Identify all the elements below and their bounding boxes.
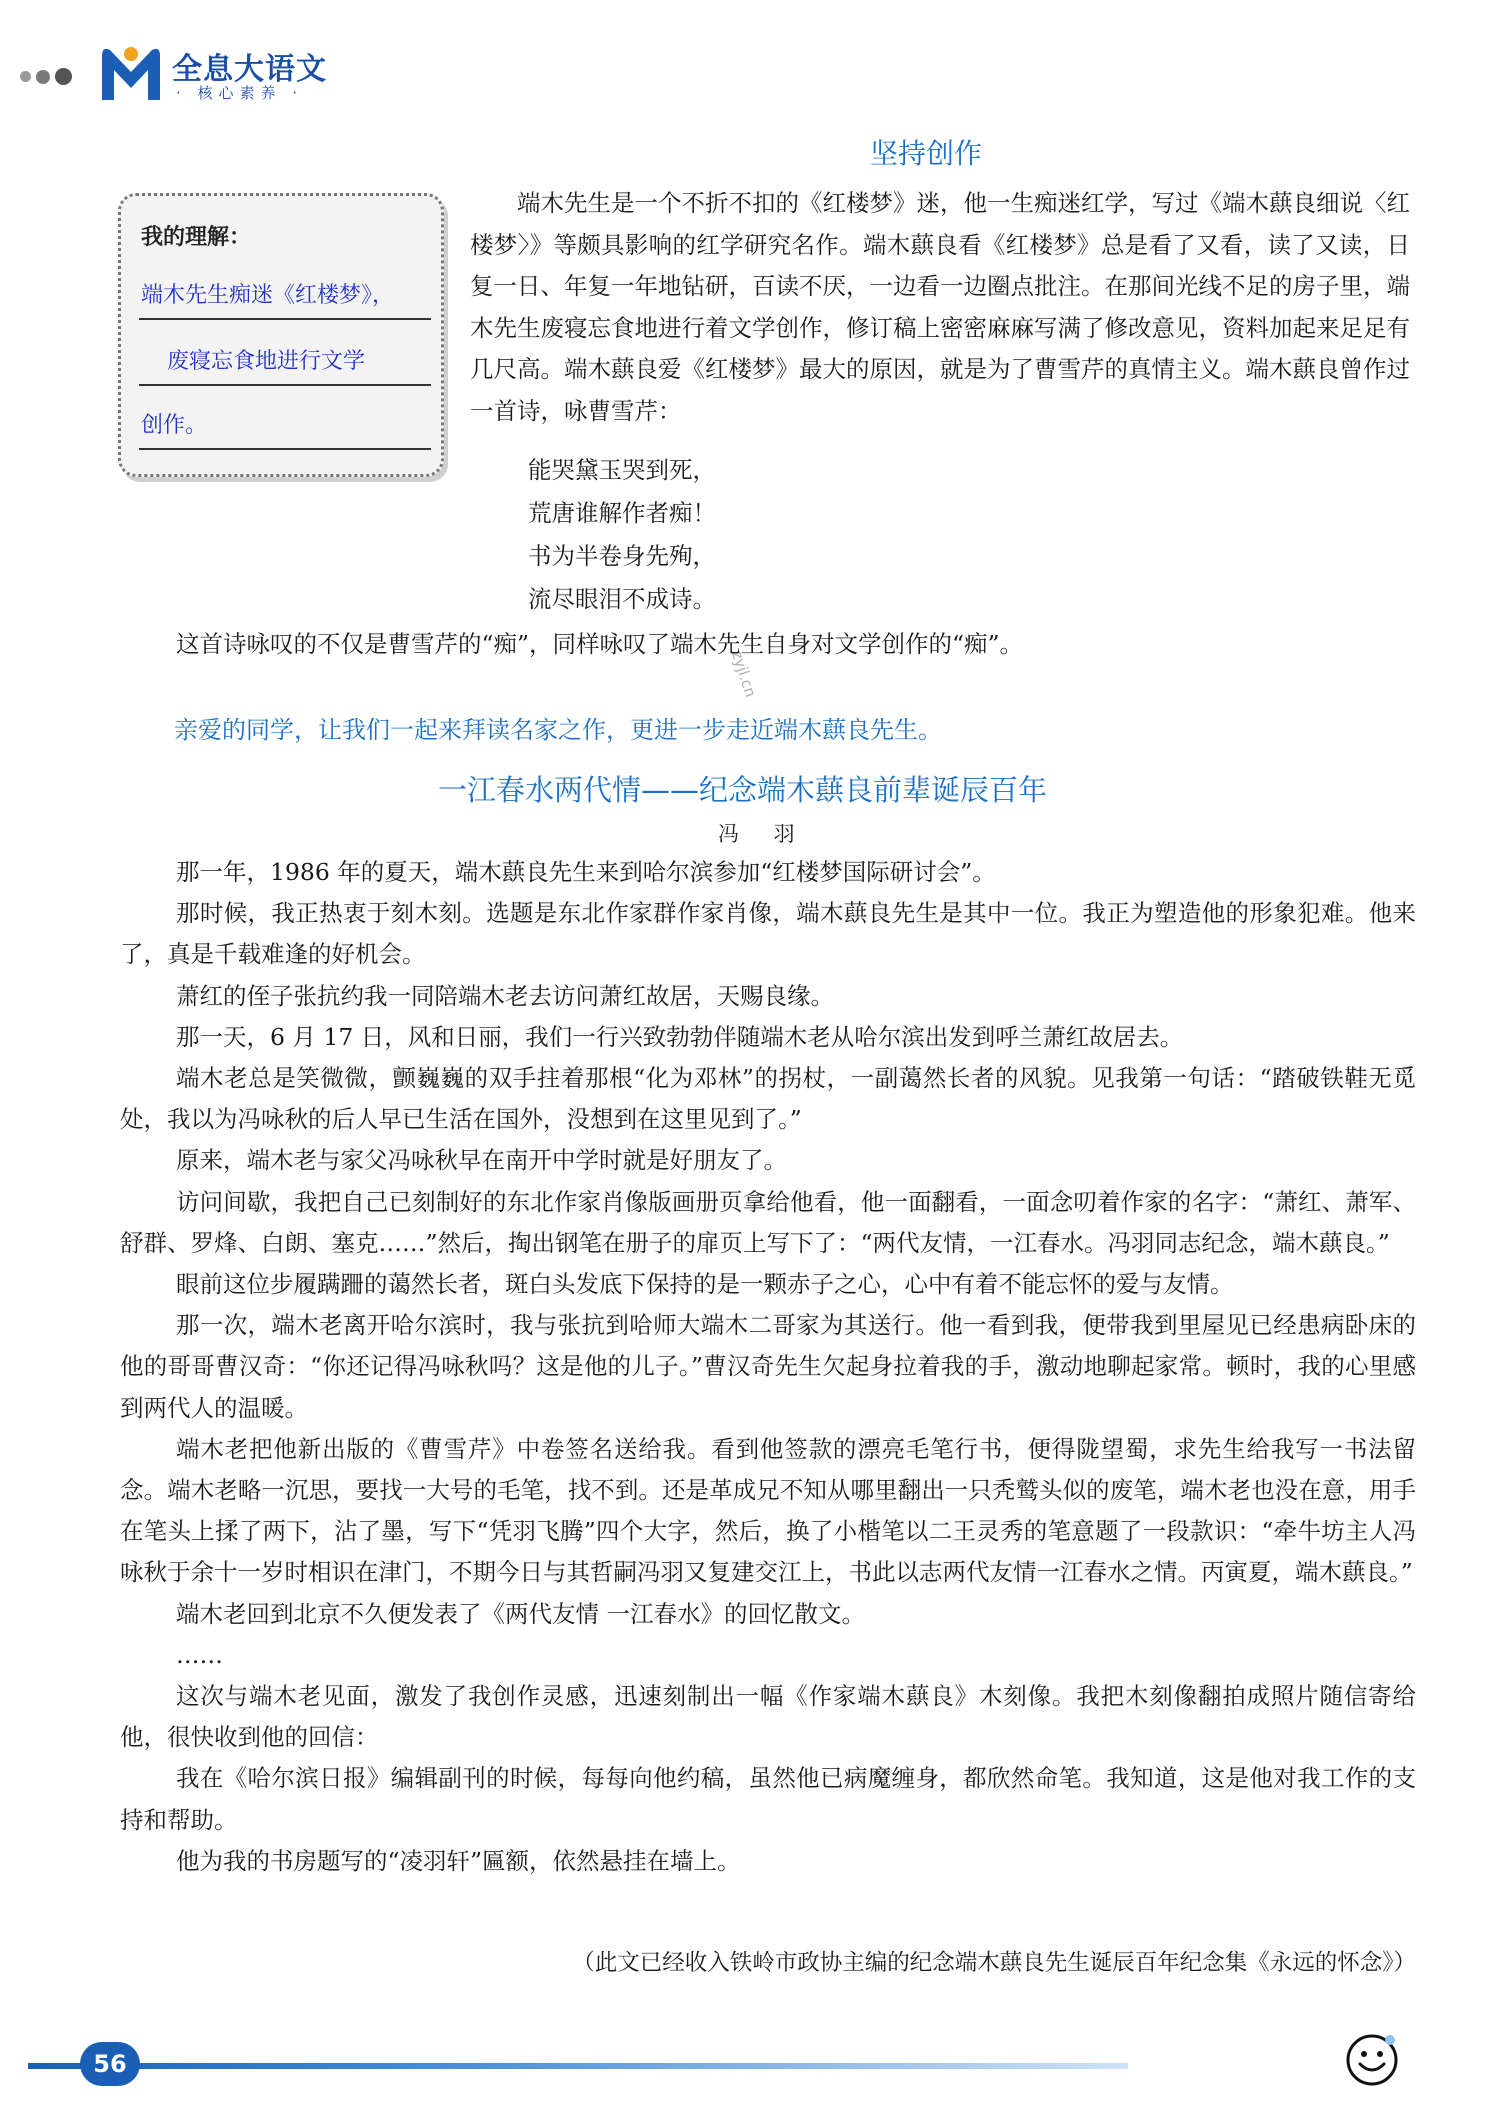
article-paragraph: …… xyxy=(176,1640,223,1669)
note-line: 创作。 xyxy=(139,408,431,450)
article-paragraph: 眼前这位步履蹒跚的蔼然长者，斑白头发底下保持的是一颗赤子之心，心中有着不能忘怀的爱与友情。 xyxy=(176,1270,1234,1299)
note-line: 废寝忘食地进行文学 xyxy=(139,344,431,386)
article-paragraph: 那一天，6 月 17 日，风和日丽，我们一行兴致勃勃伴随端木老从哈尔滨出发到呼兰萧红故居去。 xyxy=(176,1022,1184,1051)
intro-paragraph: 端木先生是一个不折不扣的《红楼梦》迷，他一生痴迷红学，写过《端木蕻良细说〈红楼梦〉》等颇具影响的红学研究名作。端木蕻良看《红楼梦》总是看了又看，读了又读，日复一日、年复一年地钻研，百读不厌，一边看一边圈点批注。在那间光线不足的房子里，端木先生废寝忘食地进行着文学创作，修订稿上密密麻麻写满了修改意见，资料加起来足足有几尺高。端木蕻良爱《红楼梦》最大的原因，就是为了曹雪芹的真情主义。端木蕻良曾作过一首诗，咏曹雪芹： xyxy=(470,189,1410,425)
page-number: 56 xyxy=(80,2042,140,2086)
article-paragraph: 访问间歇，我把自己已刻制好的东北作家肖像版画册页拿给他看，他一面翻看，一面念叨着作家的名字：“萧红、萧军、舒群、罗烽、白朗、塞克……”然后，掏出钢笔在册子的扉页上写下了：“两代友情，一江春水。冯羽同志纪念，端木蕻良。” xyxy=(120,1187,1416,1257)
article-paragraph: 我在《哈尔滨日报》编辑副刊的时候，每每向他约稿，虽然他已病魔缠身，都欣然命笔。我知道，这是他对我工作的支持和帮助。 xyxy=(120,1764,1416,1834)
article-paragraph: 端木老回到北京不久便发表了《两代友情 一江春水》的回忆散文。 xyxy=(176,1599,865,1628)
article-title: 一江春水两代情——纪念端木蕻良前辈诞辰百年 xyxy=(438,773,1048,807)
article-body xyxy=(120,852,1416,1882)
article-paragraph: 这次与端木老见面，激发了我创作灵感，迅速刻制出一幅《作家端木蕻良》木刻像。我把木刻像翻拍成照片随信寄给他，很快收到他的回信： xyxy=(120,1682,1416,1752)
article-source: （此文已经收入铁岭市政协主编的纪念端木蕻良先生诞辰百年纪念集《永远的怀念》） xyxy=(572,1950,1416,1976)
article-paragraph: 那时候，我正热衷于刻木刻。选题是东北作家群作家肖像，端木蕻良先生是其中一位。我正为塑造他的形象犯难。他来了，真是千载难逢的好机会。 xyxy=(120,899,1416,969)
m-logo-icon xyxy=(96,42,166,104)
article-author: 冯 羽 xyxy=(718,822,809,846)
dot-icon xyxy=(20,71,31,82)
header xyxy=(20,38,620,108)
article-paragraph: 他为我的书房题写的“凌羽轩”匾额，依然悬挂在墙上。 xyxy=(176,1846,741,1875)
brand-title: 全息大语文 xyxy=(172,52,327,87)
article-paragraph: 原来，端木老与家父冯咏秋早在南开中学时就是好朋友了。 xyxy=(176,1146,787,1175)
poem-line: 荒唐谁解作者痴！ xyxy=(528,499,716,527)
dot-icon xyxy=(36,70,50,84)
note-title: 我的理解： xyxy=(141,225,252,250)
invite-text: 亲爱的同学，让我们一起来拜读名家之作，更进一步走近端木蕻良先生。 xyxy=(174,716,942,744)
article-paragraph: 端木老把他新出版的《曹雪芹》中卷签名送给我。看到他签款的漂亮毛笔行书，便得陇望蜀，求先生给我写一书法留念。端木老略一沉思，要找一大号的毛笔，找不到。还是革成兄不知从哪里翻出一只秃鹫头似的废笔，端木老也没在意，用手在笔头上揉了两下，沾了墨，写下“凭羽飞腾”四个大字，然后，换了小楷笔以二王灵秀的笔意题了一段款识：“牵牛坊主人冯咏秋于余十一岁时相识在津门，不期今日与其哲嗣冯羽又复建交江上，书此以志两代友情一江春水之情。丙寅夏，端木蕻良。” xyxy=(120,1434,1416,1587)
dot-icon xyxy=(55,68,72,85)
poem-line: 书为半卷身先殉， xyxy=(528,542,716,570)
summary-paragraph: 这首诗咏叹的不仅是曹雪芹的“痴”，同样咏叹了端木先生自身对文学创作的“痴”。 xyxy=(176,630,1024,658)
footer-bar xyxy=(28,2063,1128,2069)
poem-line: 能哭黛玉哭到死， xyxy=(528,456,716,484)
note-line: 端木先生痴迷《红楼梦》， xyxy=(139,278,431,320)
header-dots xyxy=(20,66,77,85)
article-paragraph: 那一年，1986 年的夏天，端木蕻良先生来到哈尔滨参加“红楼梦国际研讨会”。 xyxy=(176,858,996,886)
brand-subtitle: · 核心素养 · xyxy=(176,84,304,102)
article-paragraph: 那一次，端木老离开哈尔滨时，我与张抗到哈师大端木二哥家为其送行。他一看到我，便带我到里屋见已经患病卧床的他的哥哥曹汉奇：“你还记得冯咏秋吗？这是他的儿子。”曹汉奇先生欠起身拉着我的手，激动地聊起家常。顿时，我的心里感到两代人的温暖。 xyxy=(120,1311,1416,1422)
watermark: zyjl.cn xyxy=(727,648,760,700)
article-paragraph: 端木老总是笑微微，颤巍巍的双手拄着那根“化为邓林”的拐杖，一副蔼然长者的风貌。见我第一句话：“踏破铁鞋无觅处，我以为冯咏秋的后人早已生活在国外，没想到在这里见到了。” xyxy=(120,1064,1416,1134)
note-box xyxy=(118,193,444,477)
section-title: 坚持创作 xyxy=(870,137,983,170)
poem-line: 流尽眼泪不成诗。 xyxy=(528,585,716,613)
smiley-icon xyxy=(1344,2032,1400,2088)
article-paragraph: 萧红的侄子张抗约我一同陪端木老去访问萧红故居，天赐良缘。 xyxy=(176,981,834,1010)
